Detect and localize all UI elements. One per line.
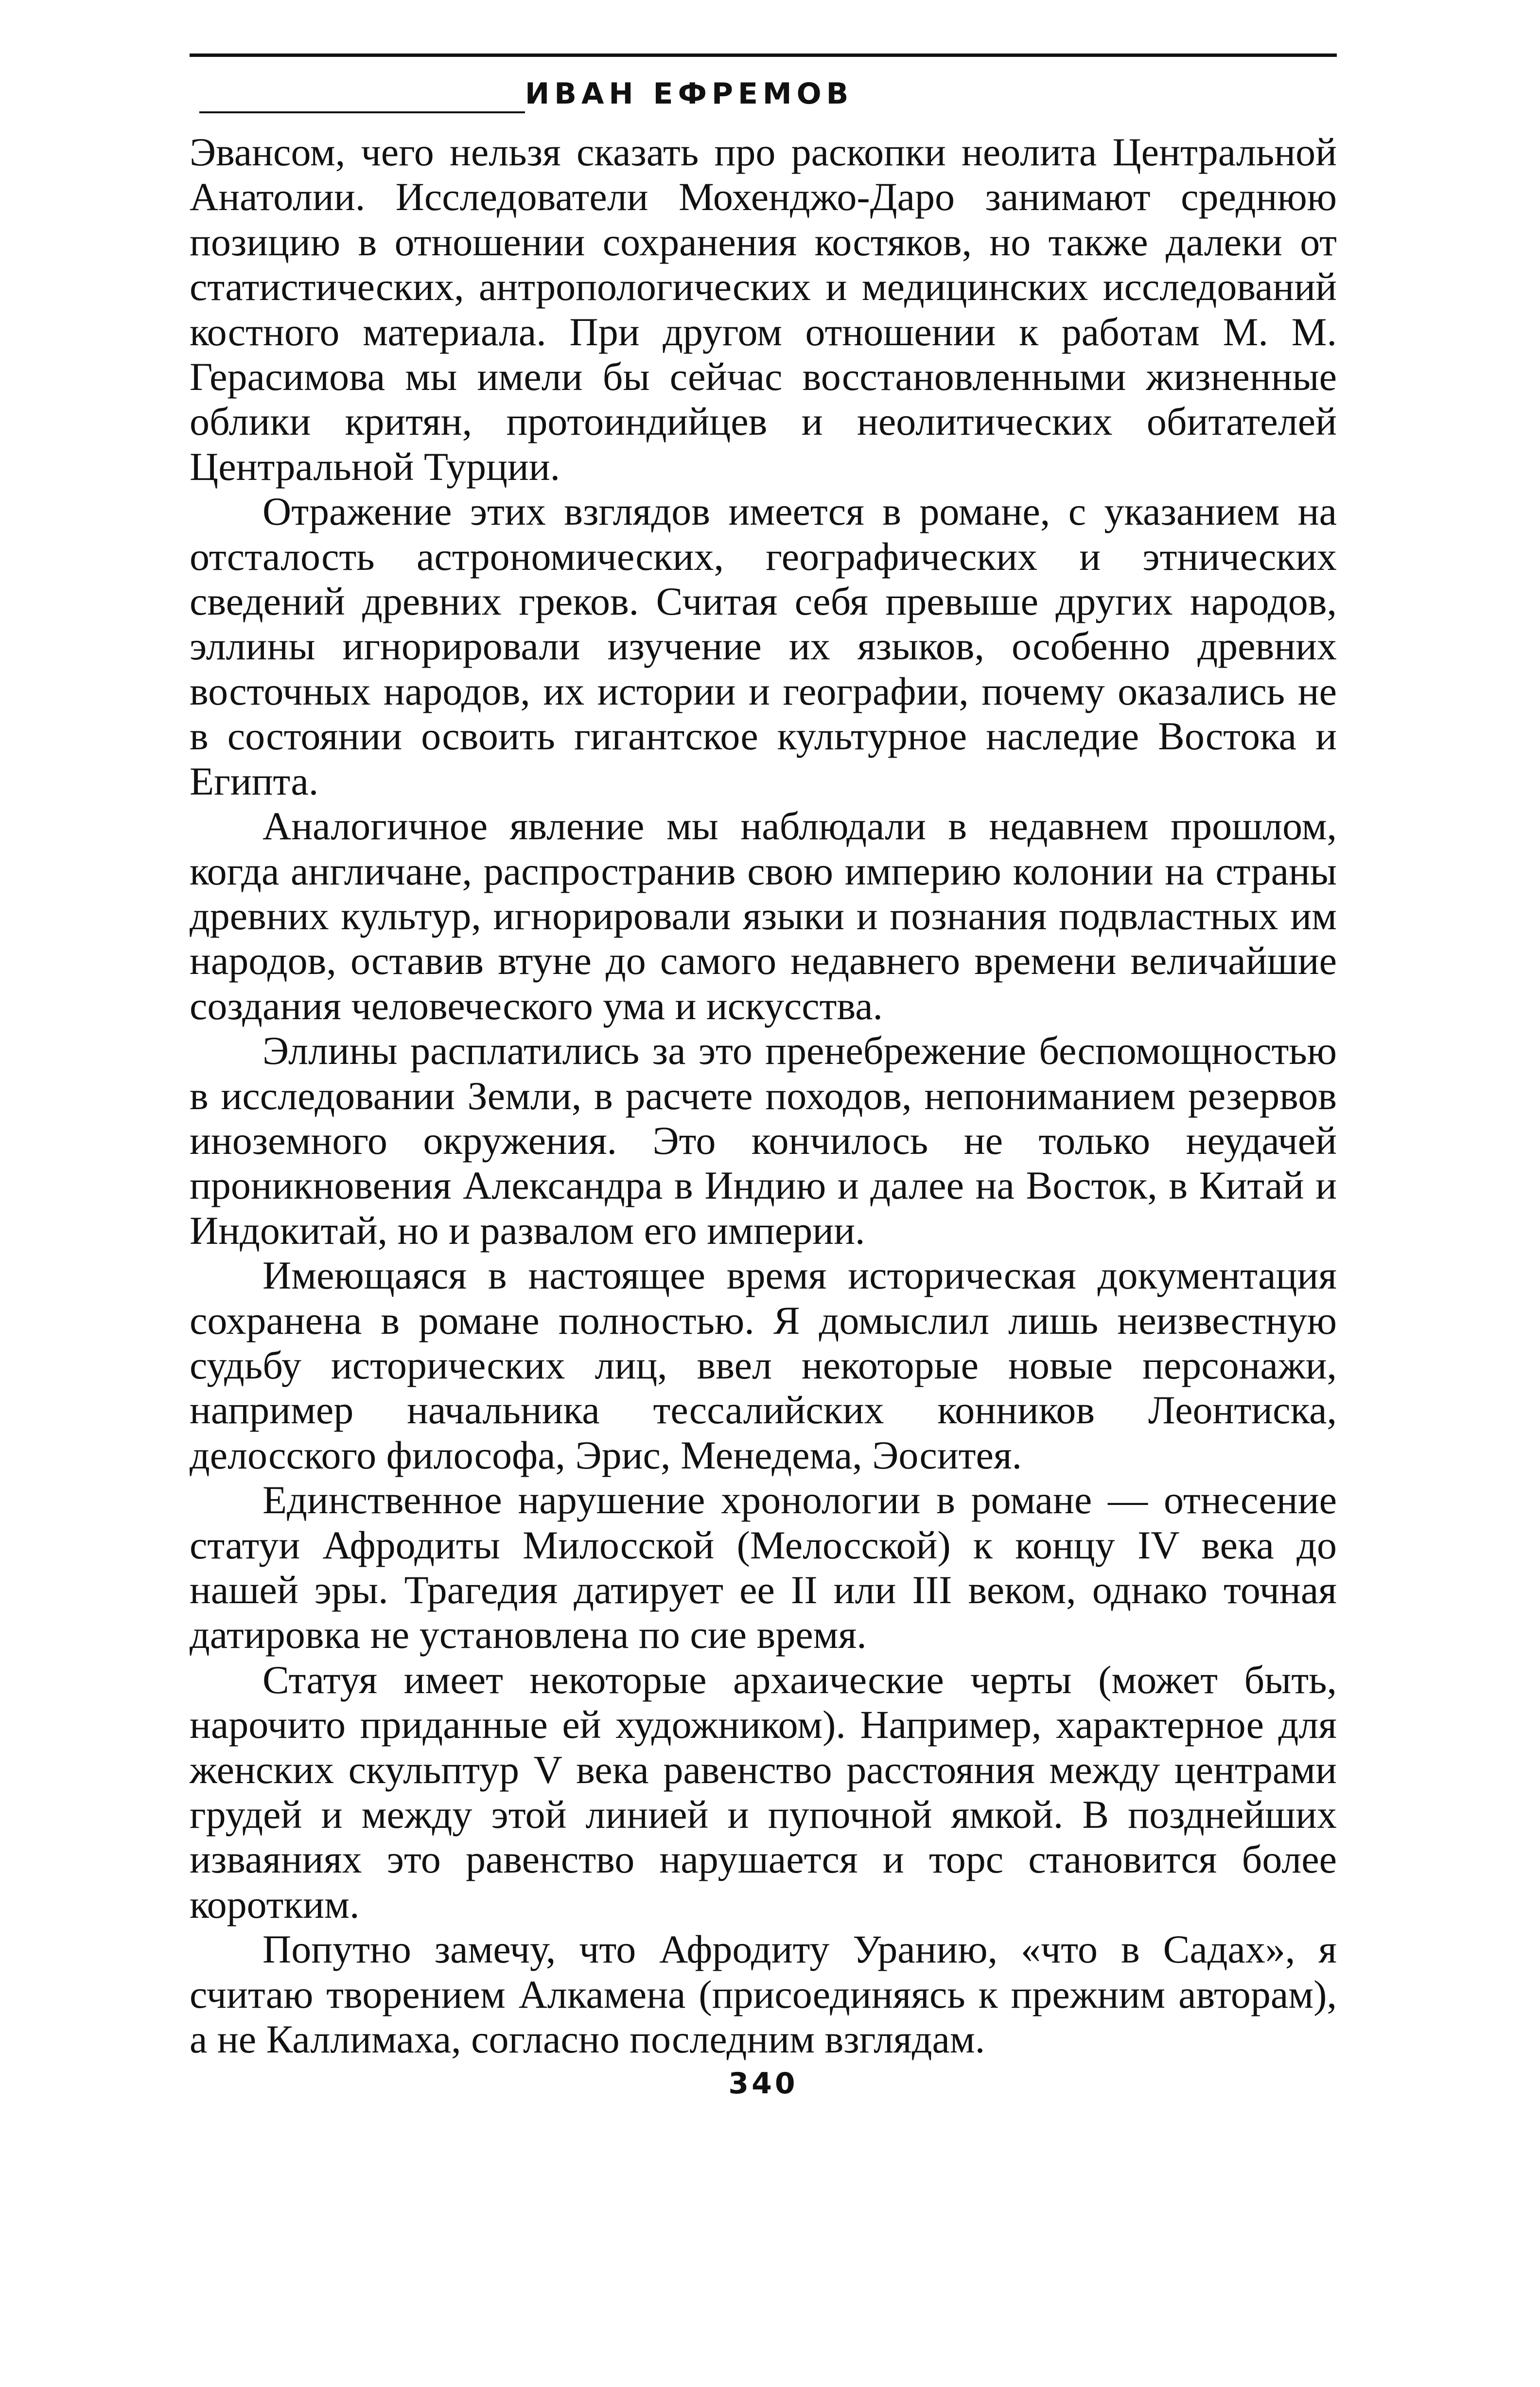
paragraph-5: Имеющаяся в настоящее время историческая документация сохранена в романе полностью. Я домыслил лишь неизвестную судьбу исторических лиц, ввел некоторые новые персонажи, например начальника тессалийских конников Леонтиска, делосского философа, Эрис, Менедема, Эоситея. bbox=[190, 1253, 1337, 1477]
paragraph-4: Эллины расплатились за это пренебрежение беспомощностью в исследовании Земли, в расчете походов, непониманием резервов иноземного окружения. Это кончилось не только неудачей проникновения Александра в Индию и далее на Восток, в Китай и Индокитай, но и развалом его империи. bbox=[190, 1028, 1337, 1253]
body-text bbox=[190, 130, 1337, 2062]
running-head bbox=[190, 57, 1337, 115]
paragraph-1: Эвансом, чего нельзя сказать про раскопки неолита Центральной Анатолии. Исследователи Мохенджо-Даро занимают среднюю позицию в отношении сохранения костяков, но также далеки от статистических, антропологических и медицинских исследований костного материала. При другом отношении к работам М. М. Герасимова мы имели бы сейчас восстановленными жизненные облики критян, протоиндийцев и неолитических обитателей Центральной Турции. bbox=[190, 130, 1337, 489]
paragraph-6: Единственное нарушение хронологии в романе — отнесение статуи Афродиты Милосской (Мелосской) к концу IV века до нашей эры. Трагедия датирует ее II или III веком, однако точная датировка не установлена по сие время. bbox=[190, 1478, 1337, 1657]
page-number: 340 bbox=[728, 2067, 798, 2101]
paragraph-8: Попутно замечу, что Афродиту Уранию, «что в Садах», я считаю творением Алкамена (присоединяясь к прежним авторам), а не Каллимаха, согласно последним взглядам. bbox=[190, 1927, 1337, 2062]
top-rule bbox=[190, 53, 1337, 57]
paragraph-7: Статуя имеет некоторые архаические черты (может быть, нарочито приданные ей художником). Например, характерное для женских скульптур V века равенство расстояния между центрами грудей и между этой линией и пупочной ямкой. В позднейших изваяниях это равенство нарушается и торс становится более коротким. bbox=[190, 1657, 1337, 1927]
paragraph-3: Аналогичное явление мы наблюдали в недавнем прошлом, когда англичане, распространив свою империю колонии на страны древних культур, игнорировали языки и познания подвластных им народов, оставив втуне до самого недавнего времени величайшие создания человеческого ума и искусства. bbox=[190, 804, 1337, 1028]
paragraph-2: Отражение этих взглядов имеется в романе, с указанием на отсталость астрономических, географических и этнических сведений древних греков. Считая себя превыше других народов, эллины игнорировали изучение их языков, особенно древних восточных народов, их истории и географии, почему оказались не в состоянии освоить гигантское культурное наследие Востока и Египта. bbox=[190, 489, 1337, 803]
running-head-rule bbox=[199, 111, 525, 113]
running-title: ИВАН ЕФРЕМОВ bbox=[525, 77, 854, 111]
book-page bbox=[190, 53, 1337, 2101]
